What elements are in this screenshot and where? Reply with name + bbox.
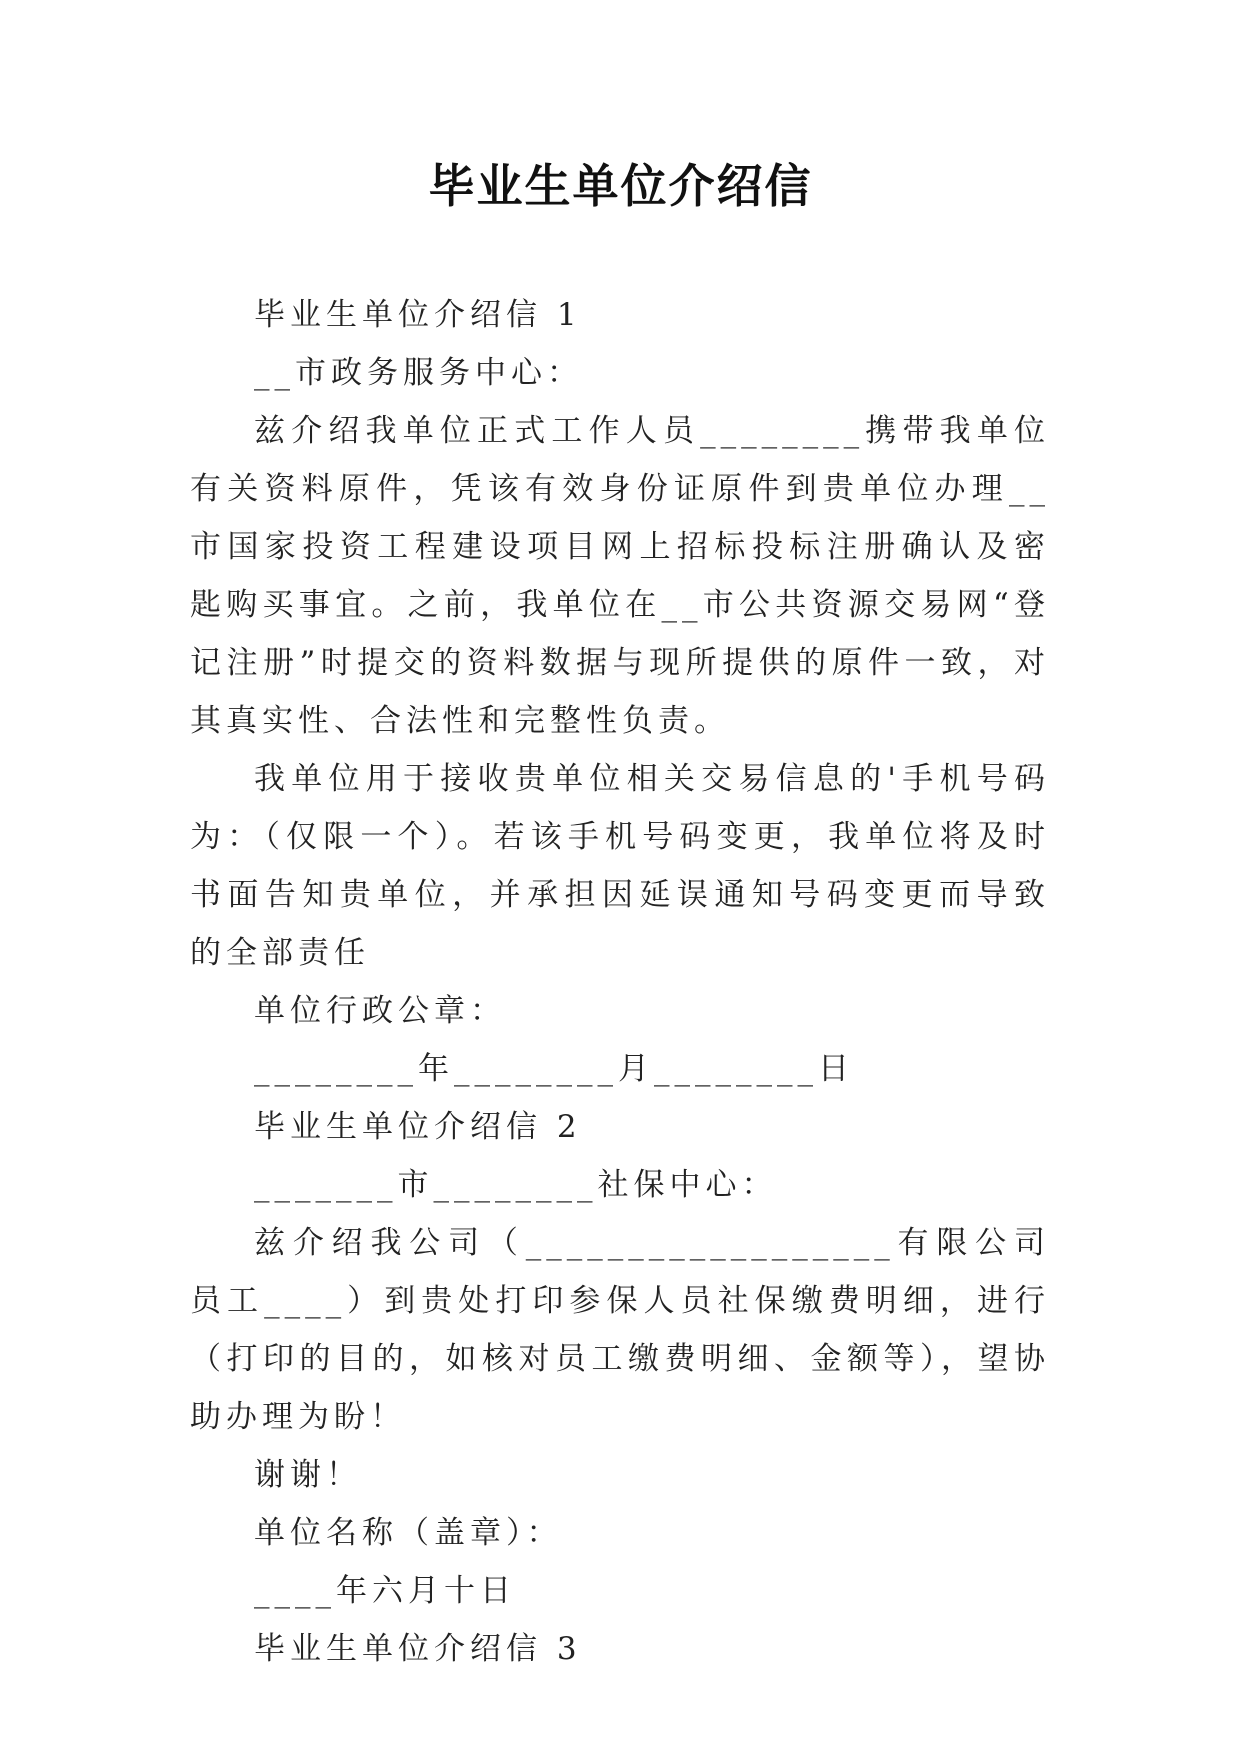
date-line-1: ________年________月________日 (254, 1051, 854, 1087)
body-paragraph-2: 我单位用于接收贵单位相关交易信息的'手机号码为：（仅限一个）。若该手机号码变更，我单位将及时书面告知贵单位，并承担因延误通知号码变更而导致的全部责任 (190, 761, 1050, 971)
seal-line-2: 单位名称（盖章）： (254, 1515, 563, 1551)
section-heading-1: 毕业生单位介绍信 1 (254, 297, 582, 333)
document-body (190, 286, 1050, 1678)
body-paragraph-3: 兹介绍我公司（__________________有限公司员工____）到贵处打印参保人员社保缴费明细，进行（打印的目的，如核对员工缴费明细、金额等），望协助办理为盼！ (190, 1225, 1050, 1435)
thanks-line: 谢谢！ (254, 1457, 362, 1493)
seal-line-1: 单位行政公章： (254, 993, 506, 1029)
date-line-2: ____年六月十日 (254, 1573, 516, 1609)
section-heading-3: 毕业生单位介绍信 3 (254, 1631, 582, 1667)
body-paragraph-1: 兹介绍我单位正式工作人员________携带我单位有关资料原件，凭该有效身份证原件到贵单位办理__市国家投资工程建设项目网上招标投标注册确认及密匙购买事宜。之前，我单位在__市公共资源交易网“登记注册”时提交的资料数据与现所提供的原件一致，对其真实性、合法性和完整性负责。 (190, 413, 1050, 739)
document-title: 毕业生单位介绍信 (428, 159, 813, 213)
recipient-line-2: _______市________社保中心： (254, 1167, 778, 1203)
section-heading-2: 毕业生单位介绍信 2 (254, 1109, 582, 1145)
recipient-line-1: __市政务服务中心： (254, 355, 583, 391)
